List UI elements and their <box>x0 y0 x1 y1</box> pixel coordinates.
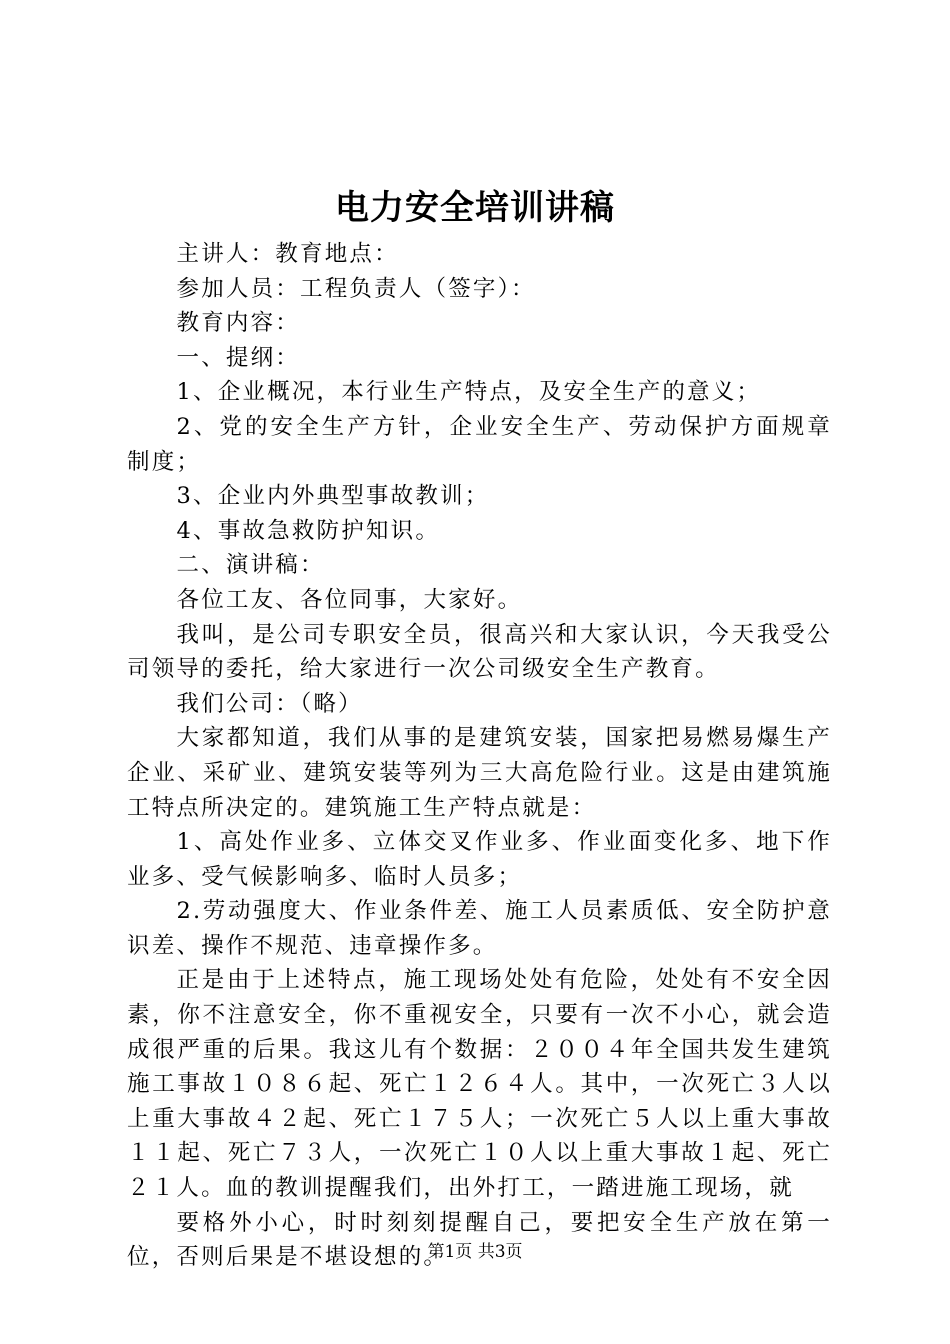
paragraph-feature-1: 1、高处作业多、立体交叉作业多、作业面变化多、地下作业多、受气候影响多、临时人员多； <box>127 829 832 890</box>
paragraph-outline-item-2: 2、党的安全生产方针，企业安全生产、劳动保护方面规章制度； <box>127 413 832 475</box>
document-title: 电力安全培训讲稿 <box>335 188 615 228</box>
page-number-footer: 第1页 共3页 <box>427 1242 523 1262</box>
paragraph-outline-item-4: 4、事故急救防护知识。 <box>176 517 441 544</box>
paragraph-industry: 大家都知道，我们从事的是建筑安装，国家把易燃易爆生产企业、采矿业、建筑安装等列为三大高危险行业。这是由建筑施工特点所决定的。建筑施工生产特点就是： <box>127 725 832 821</box>
paragraph-speaker-location: 主讲人：教育地点： <box>176 241 399 267</box>
paragraph-reminder: 要格外小心，时时刻刻提醒自己，要把安全生产放在第一位，否则后果是不堪设想的。 <box>127 1209 832 1271</box>
paragraph-introduction: 我叫，是公司专职安全员，很高兴和大家认识，今天我受公司领导的委托，给大家进行一次公司级安全生产教育。 <box>127 621 832 683</box>
paragraph-speech-heading: 二、演讲稿： <box>176 552 325 579</box>
paragraph-outline-heading: 一、提纲： <box>176 344 301 371</box>
document-body <box>127 237 832 1275</box>
paragraph-content-label: 教育内容： <box>176 310 301 337</box>
paragraph-statistics: 正是由于上述特点，施工现场处处有危险，处处有不安全因素，你不注意安全，你不重视安全，只要有一次不小心，就会造成很严重的后果。我这儿有个数据：２００４年全国共发生建筑施工事故１０８６起、死亡１２６４人。其中，一次死亡３人以上重大事故４２起、死亡１７５人；一次死亡５人以上重大事故１１起、死亡７３人，一次死亡１０人以上重大事故１起、死亡２１人。血的教训提醒我们，出外打工，一踏进施工现场，就 <box>127 967 832 1202</box>
paragraph-greeting: 各位工友、各位同事，大家好。 <box>176 586 523 613</box>
paragraph-outline-item-1: 1、企业概况，本行业生产特点，及安全生产的意义； <box>176 379 762 406</box>
paragraph-feature-2: 2.劳动强度大、作业条件差、施工人员素质低、安全防护意识差、操作不规范、违章操作多。 <box>127 898 832 959</box>
paragraph-outline-item-3: 3、企业内外典型事故教训； <box>176 483 490 510</box>
paragraph-company: 我们公司：（略） <box>176 690 363 717</box>
paragraph-participants: 参加人员：工程负责人（签字）： <box>176 275 536 302</box>
